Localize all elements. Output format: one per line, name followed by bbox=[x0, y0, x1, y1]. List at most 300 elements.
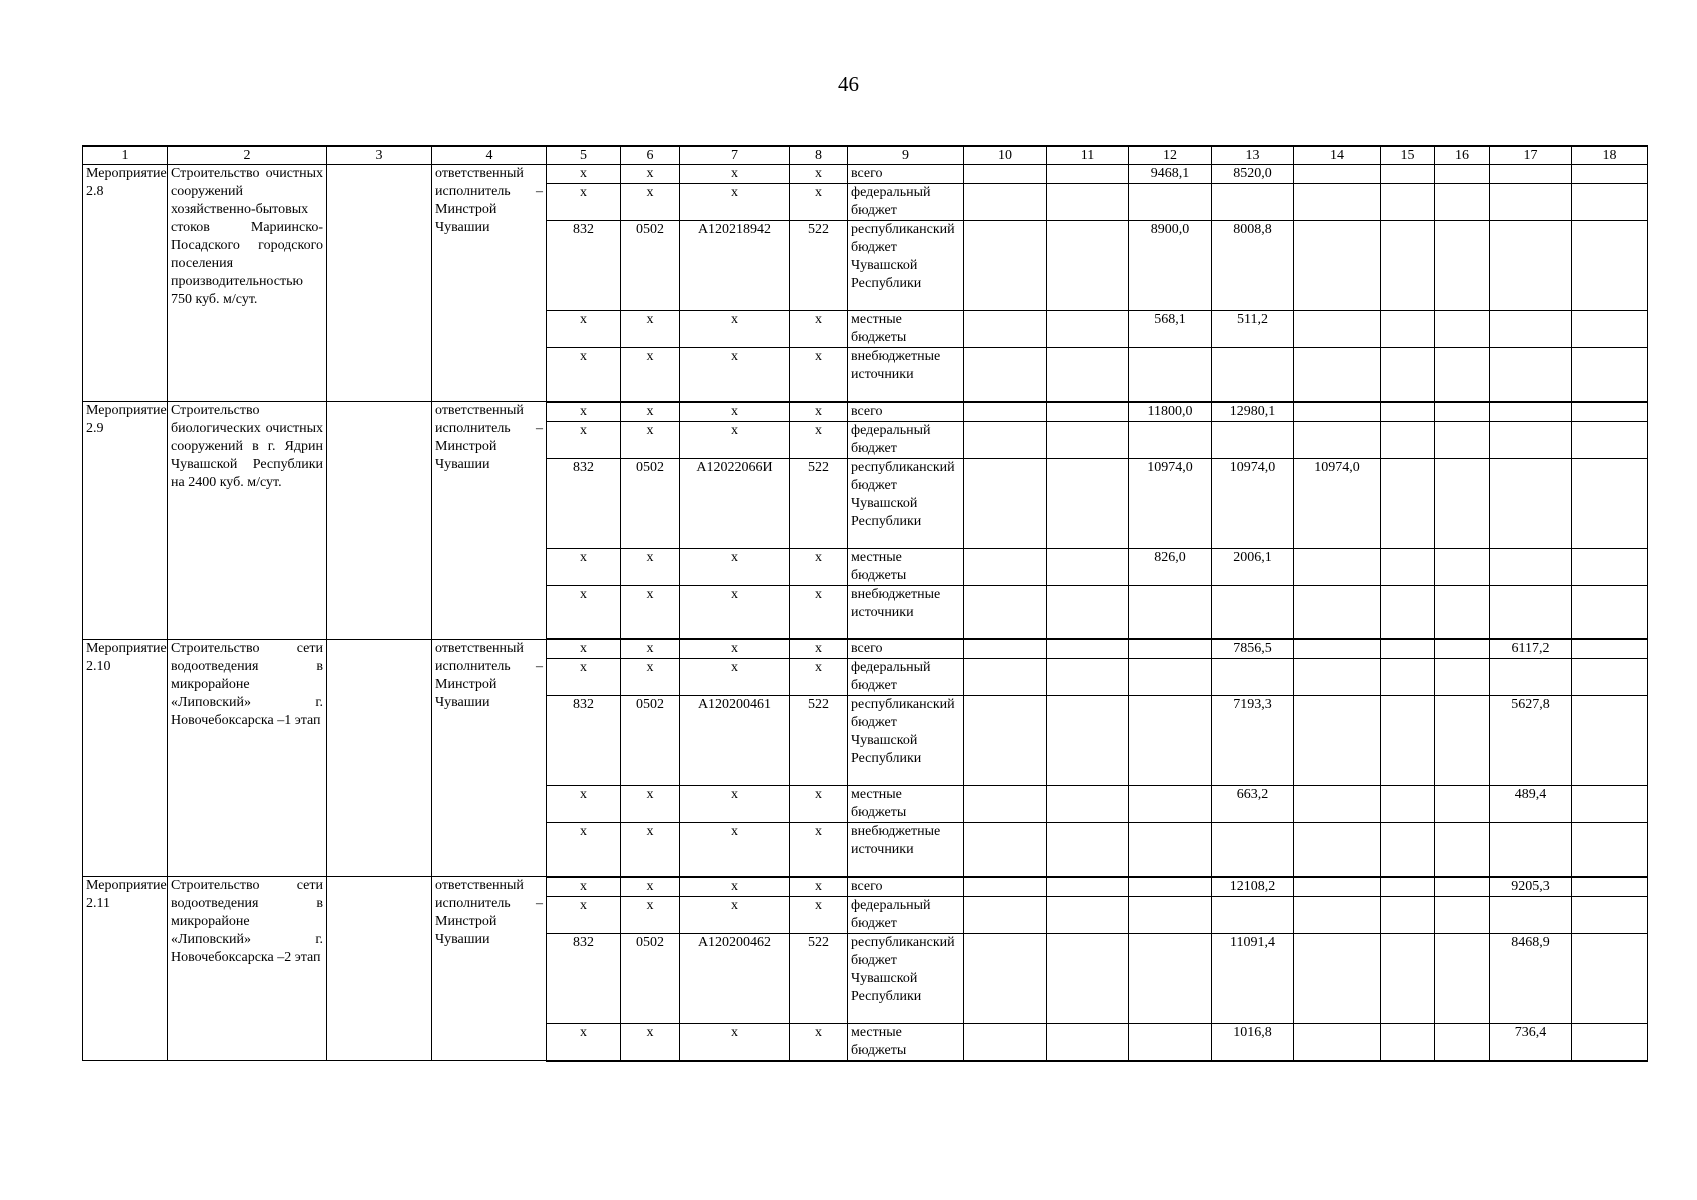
cell-c6: х bbox=[621, 896, 680, 933]
cell-c6: х bbox=[621, 639, 680, 659]
cell-c5: 832 bbox=[547, 221, 621, 311]
table-row bbox=[83, 402, 1648, 422]
cell-c16 bbox=[1435, 184, 1490, 221]
cell-c10 bbox=[964, 184, 1047, 221]
cell-c18 bbox=[1572, 1023, 1648, 1061]
cell-c18 bbox=[1572, 933, 1648, 1023]
cell-c16 bbox=[1435, 402, 1490, 422]
cell-c6: х bbox=[621, 659, 680, 696]
cell-c12 bbox=[1129, 585, 1212, 639]
cell-c6: х bbox=[621, 402, 680, 422]
cell-c7: х bbox=[680, 786, 790, 823]
cell-c6: х bbox=[621, 786, 680, 823]
cell-c18 bbox=[1572, 548, 1648, 585]
cell-c18 bbox=[1572, 184, 1648, 221]
cell-c15 bbox=[1381, 659, 1435, 696]
cell-c8: 522 bbox=[790, 933, 848, 1023]
cell-c6: 0502 bbox=[621, 221, 680, 311]
funding-source: местные бюджеты bbox=[848, 311, 964, 348]
cell-c15 bbox=[1381, 696, 1435, 786]
cell-c6: х bbox=[621, 823, 680, 877]
cell-c17 bbox=[1490, 585, 1572, 639]
cell-c15 bbox=[1381, 639, 1435, 659]
cell-c12 bbox=[1129, 896, 1212, 933]
cell-c13 bbox=[1212, 348, 1294, 402]
cell-c7: х bbox=[680, 639, 790, 659]
cell-c18 bbox=[1572, 221, 1648, 311]
cell-c12 bbox=[1129, 184, 1212, 221]
cell-c7: х bbox=[680, 823, 790, 877]
cell-c5: 832 bbox=[547, 696, 621, 786]
funding-source: республиканский бюджет Чувашской Республики bbox=[848, 696, 964, 786]
cell-c16 bbox=[1435, 548, 1490, 585]
cell-c11 bbox=[1047, 1023, 1129, 1061]
column-header-14: 14 bbox=[1294, 146, 1381, 165]
funding-source: внебюджетные источники bbox=[848, 823, 964, 877]
cell-c17 bbox=[1490, 659, 1572, 696]
cell-c18 bbox=[1572, 823, 1648, 877]
cell-c10 bbox=[964, 348, 1047, 402]
cell-c11 bbox=[1047, 659, 1129, 696]
cell-c8: х bbox=[790, 823, 848, 877]
cell-c5: х bbox=[547, 585, 621, 639]
column-header-4: 4 bbox=[432, 146, 547, 165]
cell-c16 bbox=[1435, 639, 1490, 659]
cell-c8: 522 bbox=[790, 221, 848, 311]
column-header-15: 15 bbox=[1381, 146, 1435, 165]
cell-c16 bbox=[1435, 311, 1490, 348]
cell-c15 bbox=[1381, 933, 1435, 1023]
funding-source: внебюджетные источники bbox=[848, 585, 964, 639]
cell-c5: х bbox=[547, 165, 621, 184]
cell-c5: х bbox=[547, 659, 621, 696]
cell-c14: 10974,0 bbox=[1294, 458, 1381, 548]
cell-c6: х bbox=[621, 165, 680, 184]
cell-c10 bbox=[964, 933, 1047, 1023]
cell-c10 bbox=[964, 402, 1047, 422]
cell-c14 bbox=[1294, 696, 1381, 786]
cell-c7: х bbox=[680, 896, 790, 933]
cell-c13 bbox=[1212, 659, 1294, 696]
cell-c16 bbox=[1435, 786, 1490, 823]
cell-c11 bbox=[1047, 221, 1129, 311]
cell-c6: х bbox=[621, 1023, 680, 1061]
cell-c13 bbox=[1212, 184, 1294, 221]
cell-c17 bbox=[1490, 184, 1572, 221]
cell-c13: 10974,0 bbox=[1212, 458, 1294, 548]
cell-c13 bbox=[1212, 896, 1294, 933]
cell-c15 bbox=[1381, 548, 1435, 585]
cell-c12: 568,1 bbox=[1129, 311, 1212, 348]
cell-c11 bbox=[1047, 548, 1129, 585]
cell-c13: 8008,8 bbox=[1212, 221, 1294, 311]
cell-c15 bbox=[1381, 585, 1435, 639]
cell-c12 bbox=[1129, 659, 1212, 696]
measure-name: Строительство сети водоотведения в микрорайоне «Липовский» г. Новочебоксарска –1 этап bbox=[168, 639, 327, 877]
cell-c10 bbox=[964, 548, 1047, 585]
cell-c11 bbox=[1047, 402, 1129, 422]
cell-c11 bbox=[1047, 696, 1129, 786]
cell-c17: 736,4 bbox=[1490, 1023, 1572, 1061]
cell-c7: х bbox=[680, 165, 790, 184]
cell-c16 bbox=[1435, 1023, 1490, 1061]
cell-c18 bbox=[1572, 877, 1648, 897]
funding-source: местные бюджеты bbox=[848, 786, 964, 823]
cell-c12: 9468,1 bbox=[1129, 165, 1212, 184]
cell-c18 bbox=[1572, 786, 1648, 823]
cell-c10 bbox=[964, 221, 1047, 311]
column-header-6: 6 bbox=[621, 146, 680, 165]
cell-c5: х bbox=[547, 786, 621, 823]
cell-c10 bbox=[964, 786, 1047, 823]
cell-c14 bbox=[1294, 221, 1381, 311]
cell-c8: х bbox=[790, 786, 848, 823]
cell-c13: 7856,5 bbox=[1212, 639, 1294, 659]
cell-c16 bbox=[1435, 877, 1490, 897]
cell-c14 bbox=[1294, 348, 1381, 402]
cell-c14 bbox=[1294, 877, 1381, 897]
cell-c14 bbox=[1294, 659, 1381, 696]
cell-c15 bbox=[1381, 786, 1435, 823]
cell-c7: А120200462 bbox=[680, 933, 790, 1023]
cell-c14 bbox=[1294, 585, 1381, 639]
cell-c17 bbox=[1490, 458, 1572, 548]
funding-source: федеральный бюджет bbox=[848, 421, 964, 458]
cell-c18 bbox=[1572, 896, 1648, 933]
cell-c5: 832 bbox=[547, 933, 621, 1023]
cell-c14 bbox=[1294, 548, 1381, 585]
cell-c13: 1016,8 bbox=[1212, 1023, 1294, 1061]
cell-c15 bbox=[1381, 877, 1435, 897]
cell-c15 bbox=[1381, 311, 1435, 348]
cell-c16 bbox=[1435, 659, 1490, 696]
cell-c5: х bbox=[547, 311, 621, 348]
cell-c5: х bbox=[547, 639, 621, 659]
cell-c14 bbox=[1294, 896, 1381, 933]
measure-executor: ответственный исполнитель – Минстрой Чувашии bbox=[432, 165, 547, 402]
funding-source: внебюджетные источники bbox=[848, 348, 964, 402]
cell-c6: х bbox=[621, 311, 680, 348]
column-header-2: 2 bbox=[168, 146, 327, 165]
cell-c10 bbox=[964, 165, 1047, 184]
funding-source: федеральный бюджет bbox=[848, 659, 964, 696]
cell-c16 bbox=[1435, 933, 1490, 1023]
funding-source: республиканский бюджет Чувашской Республики bbox=[848, 933, 964, 1023]
cell-c18 bbox=[1572, 165, 1648, 184]
cell-c6: 0502 bbox=[621, 933, 680, 1023]
cell-c17: 489,4 bbox=[1490, 786, 1572, 823]
cell-c5: х bbox=[547, 402, 621, 422]
cell-c17: 5627,8 bbox=[1490, 696, 1572, 786]
cell-c17 bbox=[1490, 896, 1572, 933]
cell-c12 bbox=[1129, 639, 1212, 659]
cell-c11 bbox=[1047, 639, 1129, 659]
cell-c15 bbox=[1381, 184, 1435, 221]
cell-c7: А120200461 bbox=[680, 696, 790, 786]
cell-c13: 12980,1 bbox=[1212, 402, 1294, 422]
cell-c10 bbox=[964, 639, 1047, 659]
cell-c13: 8520,0 bbox=[1212, 165, 1294, 184]
cell-c16 bbox=[1435, 458, 1490, 548]
cell-c12 bbox=[1129, 1023, 1212, 1061]
cell-c17 bbox=[1490, 402, 1572, 422]
measure-label: Мероприятие 2.11 bbox=[83, 877, 168, 1061]
cell-c13: 11091,4 bbox=[1212, 933, 1294, 1023]
table-row bbox=[83, 639, 1648, 659]
cell-c7: х bbox=[680, 311, 790, 348]
cell-c18 bbox=[1572, 585, 1648, 639]
cell-c10 bbox=[964, 1023, 1047, 1061]
cell-c18 bbox=[1572, 311, 1648, 348]
cell-c11 bbox=[1047, 311, 1129, 348]
cell-c17: 8468,9 bbox=[1490, 933, 1572, 1023]
cell-c18 bbox=[1572, 348, 1648, 402]
cell-c6: 0502 bbox=[621, 696, 680, 786]
cell-c18 bbox=[1572, 458, 1648, 548]
measure-col3 bbox=[327, 165, 432, 402]
cell-c17 bbox=[1490, 421, 1572, 458]
measure-name: Строительство очистных сооружений хозяйственно-бытовых стоков Мариинско-Посадского городского поселения производительностью 750 куб. м/сут. bbox=[168, 165, 327, 402]
cell-c12: 826,0 bbox=[1129, 548, 1212, 585]
cell-c8: х bbox=[790, 548, 848, 585]
cell-c13 bbox=[1212, 823, 1294, 877]
cell-c12 bbox=[1129, 786, 1212, 823]
cell-c8: х bbox=[790, 639, 848, 659]
cell-c7: х bbox=[680, 1023, 790, 1061]
cell-c13 bbox=[1212, 421, 1294, 458]
cell-c7: х bbox=[680, 348, 790, 402]
cell-c13: 7193,3 bbox=[1212, 696, 1294, 786]
funding-source: местные бюджеты bbox=[848, 548, 964, 585]
measure-col3 bbox=[327, 639, 432, 877]
cell-c11 bbox=[1047, 348, 1129, 402]
cell-c5: х bbox=[547, 1023, 621, 1061]
cell-c15 bbox=[1381, 221, 1435, 311]
cell-c14 bbox=[1294, 786, 1381, 823]
cell-c12 bbox=[1129, 348, 1212, 402]
cell-c6: х bbox=[621, 548, 680, 585]
cell-c17 bbox=[1490, 165, 1572, 184]
measure-name: Строительство биологических очистных сооружений в г. Ядрин Чувашской Республики на 2400 куб. м/сут. bbox=[168, 402, 327, 640]
cell-c10 bbox=[964, 696, 1047, 786]
funding-source: федеральный бюджет bbox=[848, 184, 964, 221]
cell-c17 bbox=[1490, 548, 1572, 585]
column-header-16: 16 bbox=[1435, 146, 1490, 165]
cell-c16 bbox=[1435, 221, 1490, 311]
cell-c5: х bbox=[547, 184, 621, 221]
cell-c10 bbox=[964, 877, 1047, 897]
cell-c7: х bbox=[680, 585, 790, 639]
measure-label: Мероприятие 2.10 bbox=[83, 639, 168, 877]
cell-c16 bbox=[1435, 348, 1490, 402]
cell-c7: х bbox=[680, 402, 790, 422]
cell-c11 bbox=[1047, 458, 1129, 548]
cell-c8: х bbox=[790, 877, 848, 897]
cell-c6: х bbox=[621, 877, 680, 897]
cell-c15 bbox=[1381, 421, 1435, 458]
cell-c8: х bbox=[790, 421, 848, 458]
cell-c13 bbox=[1212, 585, 1294, 639]
cell-c13: 12108,2 bbox=[1212, 877, 1294, 897]
cell-c14 bbox=[1294, 311, 1381, 348]
cell-c14 bbox=[1294, 421, 1381, 458]
cell-c16 bbox=[1435, 696, 1490, 786]
cell-c7: х bbox=[680, 184, 790, 221]
cell-c6: х bbox=[621, 348, 680, 402]
cell-c5: х bbox=[547, 877, 621, 897]
cell-c7: А120218942 bbox=[680, 221, 790, 311]
column-header-11: 11 bbox=[1047, 146, 1129, 165]
cell-c5: 832 bbox=[547, 458, 621, 548]
cell-c16 bbox=[1435, 823, 1490, 877]
column-header-9: 9 bbox=[848, 146, 964, 165]
measure-executor: ответственный исполнитель – Минстрой Чувашии bbox=[432, 402, 547, 640]
cell-c10 bbox=[964, 421, 1047, 458]
cell-c6: х bbox=[621, 421, 680, 458]
column-header-1: 1 bbox=[83, 146, 168, 165]
cell-c5: х bbox=[547, 823, 621, 877]
cell-c5: х bbox=[547, 548, 621, 585]
measure-executor: ответственный исполнитель – Минстрой Чувашии bbox=[432, 639, 547, 877]
cell-c8: х bbox=[790, 896, 848, 933]
cell-c17: 9205,3 bbox=[1490, 877, 1572, 897]
cell-c13: 511,2 bbox=[1212, 311, 1294, 348]
cell-c12 bbox=[1129, 877, 1212, 897]
cell-c14 bbox=[1294, 823, 1381, 877]
funding-source: всего bbox=[848, 165, 964, 184]
cell-c7: х bbox=[680, 421, 790, 458]
measure-label: Мероприятие 2.8 bbox=[83, 165, 168, 402]
cell-c16 bbox=[1435, 585, 1490, 639]
cell-c11 bbox=[1047, 184, 1129, 221]
funding-source: федеральный бюджет bbox=[848, 896, 964, 933]
cell-c12 bbox=[1129, 823, 1212, 877]
column-header-18: 18 bbox=[1572, 146, 1648, 165]
cell-c10 bbox=[964, 896, 1047, 933]
cell-c15 bbox=[1381, 165, 1435, 184]
measure-executor: ответственный исполнитель – Минстрой Чувашии bbox=[432, 877, 547, 1061]
funding-source: всего bbox=[848, 639, 964, 659]
table-row bbox=[83, 165, 1648, 184]
page-number: 46 bbox=[838, 72, 859, 96]
cell-c18 bbox=[1572, 659, 1648, 696]
cell-c8: х bbox=[790, 402, 848, 422]
cell-c11 bbox=[1047, 933, 1129, 1023]
cell-c18 bbox=[1572, 402, 1648, 422]
cell-c18 bbox=[1572, 696, 1648, 786]
cell-c8: х bbox=[790, 585, 848, 639]
cell-c11 bbox=[1047, 585, 1129, 639]
cell-c5: х bbox=[547, 896, 621, 933]
column-header-7: 7 bbox=[680, 146, 790, 165]
cell-c6: х bbox=[621, 184, 680, 221]
cell-c13: 2006,1 bbox=[1212, 548, 1294, 585]
cell-c8: х bbox=[790, 165, 848, 184]
cell-c16 bbox=[1435, 421, 1490, 458]
cell-c11 bbox=[1047, 786, 1129, 823]
cell-c11 bbox=[1047, 421, 1129, 458]
column-header-10: 10 bbox=[964, 146, 1047, 165]
budget-table bbox=[82, 145, 1648, 1062]
cell-c8: х bbox=[790, 184, 848, 221]
table-row bbox=[83, 877, 1648, 897]
cell-c8: х bbox=[790, 1023, 848, 1061]
cell-c10 bbox=[964, 823, 1047, 877]
cell-c11 bbox=[1047, 877, 1129, 897]
cell-c14 bbox=[1294, 165, 1381, 184]
cell-c15 bbox=[1381, 896, 1435, 933]
cell-c7: х bbox=[680, 659, 790, 696]
column-header-13: 13 bbox=[1212, 146, 1294, 165]
cell-c17 bbox=[1490, 348, 1572, 402]
cell-c12: 10974,0 bbox=[1129, 458, 1212, 548]
cell-c14 bbox=[1294, 639, 1381, 659]
cell-c8: 522 bbox=[790, 696, 848, 786]
cell-c16 bbox=[1435, 896, 1490, 933]
cell-c14 bbox=[1294, 933, 1381, 1023]
cell-c15 bbox=[1381, 1023, 1435, 1061]
cell-c12 bbox=[1129, 696, 1212, 786]
column-header-5: 5 bbox=[547, 146, 621, 165]
column-header-12: 12 bbox=[1129, 146, 1212, 165]
cell-c7: А12022066И bbox=[680, 458, 790, 548]
column-header-17: 17 bbox=[1490, 146, 1572, 165]
funding-source: всего bbox=[848, 877, 964, 897]
cell-c14 bbox=[1294, 1023, 1381, 1061]
table-header bbox=[83, 146, 1648, 165]
cell-c11 bbox=[1047, 896, 1129, 933]
cell-c11 bbox=[1047, 823, 1129, 877]
cell-c15 bbox=[1381, 402, 1435, 422]
measure-col3 bbox=[327, 877, 432, 1061]
cell-c10 bbox=[964, 311, 1047, 348]
cell-c11 bbox=[1047, 165, 1129, 184]
cell-c14 bbox=[1294, 402, 1381, 422]
cell-c12: 8900,0 bbox=[1129, 221, 1212, 311]
cell-c17 bbox=[1490, 823, 1572, 877]
cell-c6: 0502 bbox=[621, 458, 680, 548]
cell-c5: х bbox=[547, 348, 621, 402]
cell-c12 bbox=[1129, 421, 1212, 458]
funding-source: местные бюджеты bbox=[848, 1023, 964, 1061]
measure-name: Строительство сети водоотведения в микрорайоне «Липовский» г. Новочебоксарска –2 этап bbox=[168, 877, 327, 1061]
cell-c12 bbox=[1129, 933, 1212, 1023]
funding-source: республиканский бюджет Чувашской Республики bbox=[848, 458, 964, 548]
measure-label: Мероприятие 2.9 bbox=[83, 402, 168, 640]
cell-c14 bbox=[1294, 184, 1381, 221]
cell-c8: 522 bbox=[790, 458, 848, 548]
cell-c15 bbox=[1381, 348, 1435, 402]
cell-c6: х bbox=[621, 585, 680, 639]
column-header-3: 3 bbox=[327, 146, 432, 165]
cell-c17: 6117,2 bbox=[1490, 639, 1572, 659]
cell-c15 bbox=[1381, 823, 1435, 877]
cell-c7: х bbox=[680, 877, 790, 897]
cell-c7: х bbox=[680, 548, 790, 585]
cell-c5: х bbox=[547, 421, 621, 458]
cell-c8: х bbox=[790, 348, 848, 402]
cell-c17 bbox=[1490, 311, 1572, 348]
cell-c18 bbox=[1572, 421, 1648, 458]
cell-c17 bbox=[1490, 221, 1572, 311]
column-header-8: 8 bbox=[790, 146, 848, 165]
cell-c16 bbox=[1435, 165, 1490, 184]
cell-c15 bbox=[1381, 458, 1435, 548]
cell-c8: х bbox=[790, 659, 848, 696]
measure-col3 bbox=[327, 402, 432, 640]
cell-c18 bbox=[1572, 639, 1648, 659]
cell-c10 bbox=[964, 458, 1047, 548]
